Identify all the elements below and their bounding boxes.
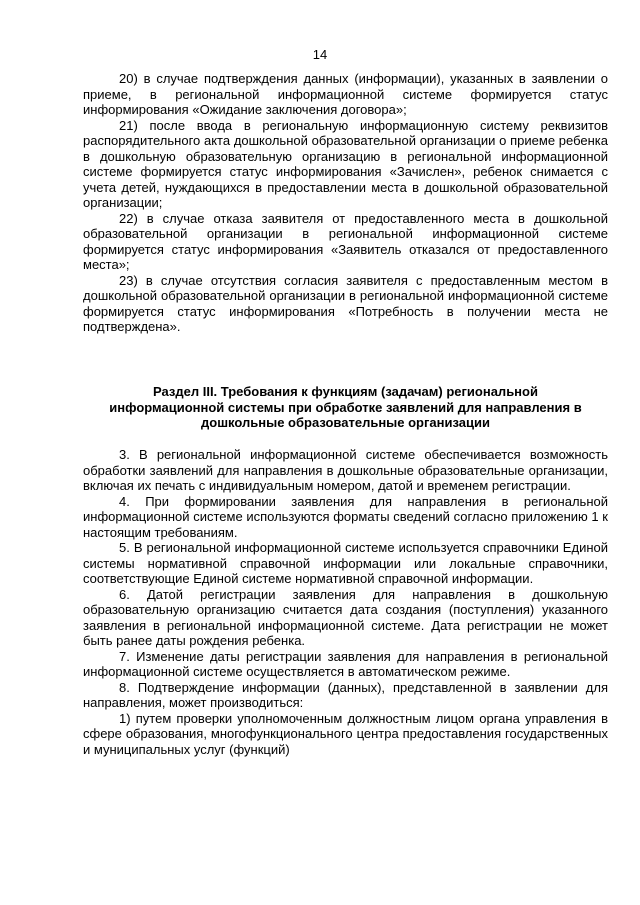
paragraph-item-20: 20) в случае подтверждения данных (информации), указанных в заявлении о приеме, в региональной информационной системе формируется статус информирования «Ожидание заключения договора»; (83, 71, 608, 117)
paragraph-item-23: 23) в случае отсутствия согласия заявителя с предоставленным местом в дошкольной образовательной организации в региональной информационной системе формируется статус информирования «Потребность в получении места не подтверждена». (83, 272, 608, 334)
status-list (83, 71, 608, 335)
paragraph-item-21: 21) после ввода в региональную информационную систему реквизитов распорядительного акта дошкольной образовательной организации о приеме ребенка в дошкольную образовательную организацию в региональной информационной системе формируется статус информирования «Зачислен», ребенок снимается с учета детей, нуждающихся в предоставлении места в дошкольной образовательной организации; (83, 117, 608, 210)
section-heading-line: дошкольные образовательные организации (201, 415, 490, 430)
paragraph-point-5: 5. В региональной информационной системе используется справочники Единой системы нормативной справочной информации или локальные справочники, соответствующие Единой системе нормативной справочной информации. (83, 540, 608, 586)
section-heading-line: информационной системы при обработке заявлений для направления в (109, 399, 582, 415)
requirements-list (83, 447, 608, 757)
paragraph-item-22: 22) в случае отказа заявителя от предоставленного места в дошкольной образовательной организации в региональной информационной системе формируется статус информирования «Заявитель отказался от предоставленного места»; (83, 210, 608, 272)
paragraph-point-7: 7. Изменение даты регистрации заявления для направления в региональной информационной системе осуществляется в автоматическом режиме. (83, 648, 608, 679)
paragraph-point-8: 8. Подтверждение информации (данных), представленной в заявлении для направления, может производиться: (83, 679, 608, 710)
paragraph-point-4: 4. При формировании заявления для направления в региональной информационной системе используются форматы сведений согласно приложению 1 к настоящим требованиям. (83, 493, 608, 540)
section-heading (83, 384, 608, 431)
paragraph-subpoint-1: 1) путем проверки уполномоченным должностным лицом органа управления в сфере образования, многофункционального центра предоставления государственных и муниципальных услуг (функций) (83, 710, 608, 757)
page-number: 14 (312, 47, 328, 62)
section-heading-line: Раздел III. Требования к функциям (задачам) региональной (153, 384, 538, 399)
paragraph-point-3: 3. В региональной информационной системе обеспечивается возможность обработки заявлений для направления в дошкольные образовательные организации, включая их печать с индивидуальным номером, датой и временем регистрации. (83, 447, 608, 493)
paragraph-point-6: 6. Датой регистрации заявления для направления в дошкольную образовательную организацию считается дата создания (поступления) указанного заявления в региональной информационной системе. Дата регистрации не может быть ранее даты рождения ребенка. (83, 586, 608, 648)
